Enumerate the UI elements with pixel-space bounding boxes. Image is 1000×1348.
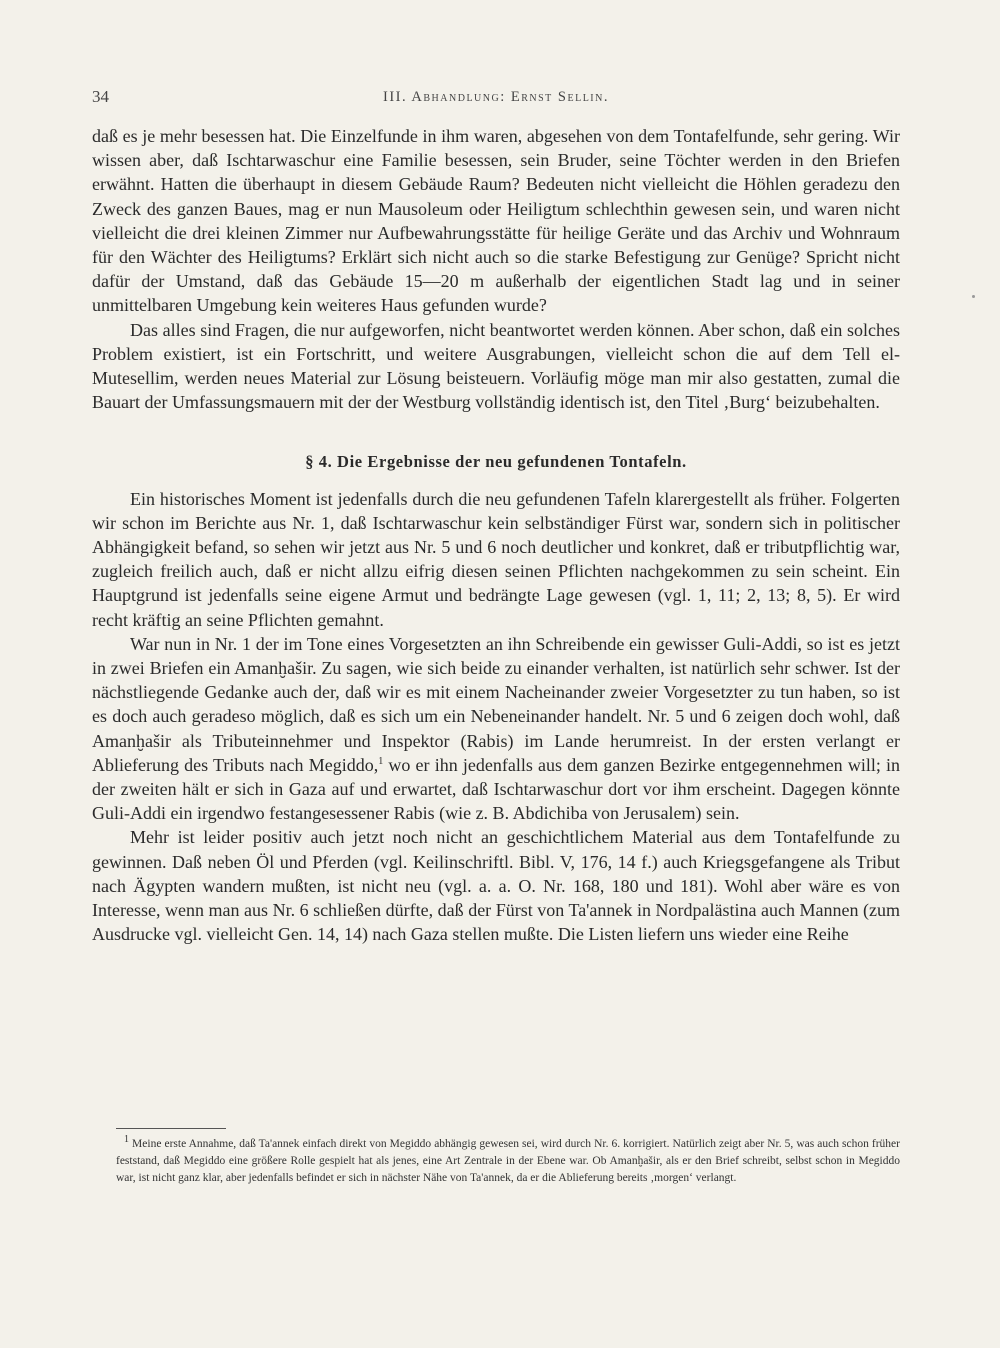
footnote-marker: 1	[124, 1134, 129, 1146]
paper-speck	[972, 295, 975, 298]
footnote-text: Meine erste Annahme, daß Ta'annek einfach direkt von Megiddo abhängig gewesen sei, wird durch Nr. 6. korrigiert. Natürlich zeigt aber Nr. 5, was auch schon früher feststand, daß Megiddo eine größere Rolle gespielt hat als jenes, eine Art Zentrale in der Ebene war. Ob Amanḫašir, als er den Brief schreibt, selbst schon in Megiddo war, ist nicht ganz klar, aber jedenfalls befindet er sich in nächster Nähe von Ta'annek, da er die Ablieferung bereits ‚morgen‘ verlangt.	[116, 1138, 900, 1185]
paragraph-1: daß es je mehr besessen hat. Die Einzelfunde in ihm waren, abgesehen von dem Tontafelfunde, sehr gering. Wir wissen aber, daß Ischtarwaschur eine Familie besessen, sein Bruder, seine Töchter werden in den Briefen erwähnt. Hatten die überhaupt in diesem Gebäude Raum? Bedeuten nicht vielleicht die Höhlen geradezu den Zweck des ganzen Baues, mag er nun Mausoleum oder Heiligtum schlechthin gewesen sein, und waren nicht vielleicht die drei kleinen Zimmer nur Aufbewahrungsstätte für heilige Geräte und das Archiv und Wohnraum für den Wächter des Heiligtums? Erklärt sich nicht auch so die starke Befestigung zur Genüge? Spricht nicht dafür der Umstand, daß das Gebäude 15—20 m außerhalb der eigentlichen Stadt lag und in seiner unmittelbaren Umgebung kein weiteres Haus gefunden wurde?	[92, 126, 900, 316]
paragraph-text-continued: wo er ihn jedenfalls aus dem ganzen Bezirke entgegennehmen will; in der zweiten hält er sich in Gaza auf und erwartet, daß Ischtarwaschur dort vor ihm erscheint. Dagegen könnte Guli-Addi ein irgendwo festangesessener Rabis (wie z. B. Abdichiba von Jerusalem) sein.	[92, 754, 901, 824]
paragraph-2: Das alles sind Fragen, die nur aufgeworfen, nicht beantwortet werden können. Aber schon, daß ein solches Problem existiert, ist ein Fortschritt, und weitere Ausgrabungen, vielleicht schon die auf dem Tell el-Mutesellim, werden neues Material zur Lösung beisteuern. Vorläufig möge man mir also gestatten, zumal die Bauart der Umfassungsmauern mit der der Westburg vollständig identisch ist, den Titel ‚Burg‘ beizubehalten.	[92, 319, 900, 413]
paragraph-text: War nun in Nr. 1 der im Tone eines Vorgesetzten an ihn Schreibende ein gewisser Guli-Addi, so ist es jetzt in zwei Briefen ein Amanḫašir. Zu sagen, wie sich beide zu einander verhalten, ist natürlich sehr schwer. Ist der nächstliegende Gedanke auch der, daß wir es mit einem Nacheinander zweier Vorgesetzter zu tun haben, so ist es doch auch geradeso möglich, daß es sich um ein Nebeneinander handelt. Nr. 5 und 6 zeigen doch wohl, daß Amanḫašir als Tributeinnehmer und Inspektor (Rabis) im Lande herumreist. In der ersten verlangt er Ablieferung des Tributs nach Megiddo,	[92, 633, 900, 775]
running-head: III. Abhandlung: Ernst Sellin.	[382, 89, 609, 105]
footnote-reference[interactable]: 1	[378, 755, 384, 767]
section-title: § 4. Die Ergebnisse der neu gefundenen Tontafeln.	[305, 452, 687, 472]
section-paragraph-2	[92, 632, 900, 826]
page-number: 34	[92, 87, 109, 106]
section-paragraph-1: Ein historisches Moment ist jedenfalls durch die neu gefundenen Tafeln klarergestellt als früher. Folgerten wir schon im Berichte aus Nr. 1, daß Ischtarwaschur kein selbständiger Fürst war, sondern sich in politischer Abhängigkeit befand, so sehen wir jetzt aus Nr. 5 und 6 noch deutlicher und konkret, daß er tributpflichtig war, zugleich freilich auch, daß er nicht allzu eifrig diesen seinen Pflichten nachgekommen zu sein scheint. Ein Hauptgrund ist jedenfalls seine eigene Armut und bedrängte Lage gewesen (vgl. 1, 11; 2, 13; 8, 5). Er wird recht kräftig an seine Pflichten gemahnt.	[92, 488, 900, 630]
footnote	[116, 1136, 900, 1188]
main-text	[92, 124, 900, 947]
footnote-divider	[116, 1128, 226, 1129]
page-header	[92, 87, 900, 111]
section-paragraph-3: Mehr ist leider positiv auch jetzt noch nicht an geschichtlichem Material aus dem Tontafelfunde zu gewinnen. Daß neben Öl und Pferden (vgl. Keilinschriftl. Bibl. V, 176, 14 f.) auch Kriegsgefangene als Tribut nach Ägypten wandern mußten, ist nicht neu (vgl. a. a. O. Nr. 168, 180 und 181). Wohl aber wäre es von Interesse, wenn man aus Nr. 6 schließen dürfte, daß der Fürst von Ta'annek in Nordpalästina auch Mannen (zum Ausdrucke vgl. vielleicht Gen. 14, 14) nach Gaza stellen mußte. Die Listen liefern uns wieder eine Reihe	[92, 827, 900, 945]
